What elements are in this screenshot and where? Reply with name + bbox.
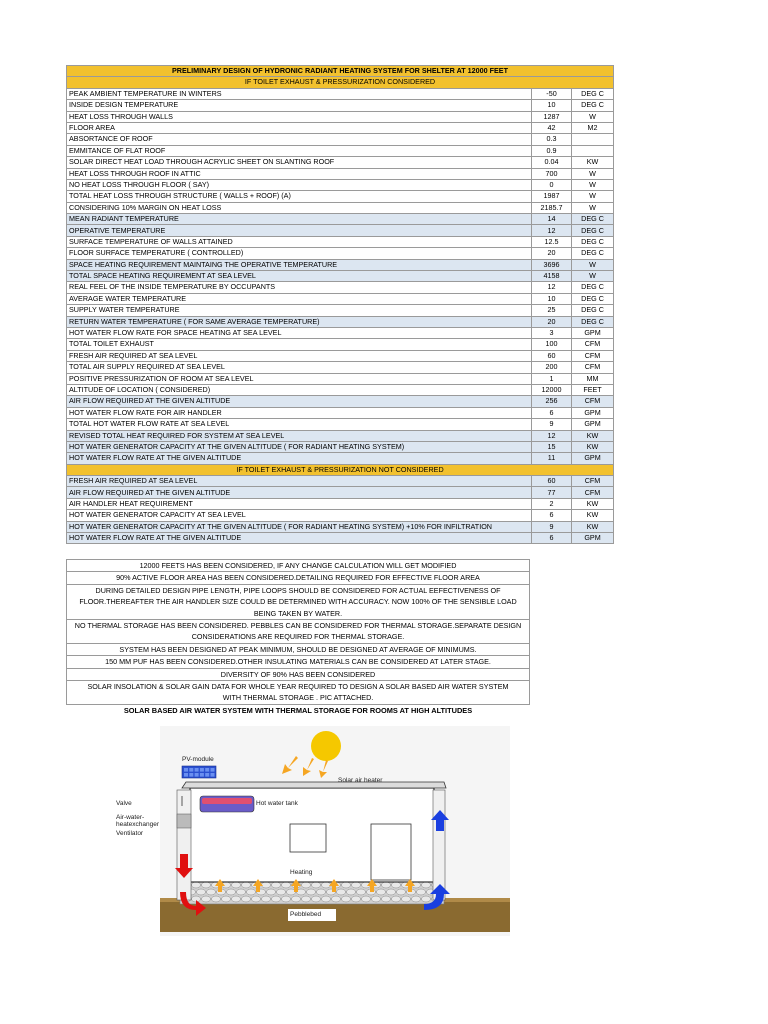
table-row (67, 476, 614, 487)
pebble (262, 896, 271, 902)
pebble (382, 896, 391, 902)
row-unit: DEG C (572, 282, 614, 293)
table-row (67, 407, 614, 418)
row-label: HOT WATER GENERATOR CAPACITY AT THE GIVEN ALTITUDE ( FOR RADIANT HEATING SYSTEM) (67, 441, 532, 452)
row-value: 2 (532, 498, 572, 509)
pebble (377, 889, 386, 895)
row-unit: W (572, 259, 614, 270)
pebble (302, 882, 311, 888)
row-value: 60 (532, 476, 572, 487)
pebble (212, 896, 221, 902)
note-cell (67, 656, 530, 668)
row-value: 1 (532, 373, 572, 384)
pebble (312, 896, 321, 902)
table-row (67, 339, 614, 350)
note-line: BEING TAKEN BY WATER. (253, 608, 343, 618)
row-value: 12000 (532, 384, 572, 395)
row-value: 25 (532, 305, 572, 316)
row-value: 6 (532, 407, 572, 418)
pv-cell (189, 773, 193, 777)
pv-cell (184, 773, 188, 777)
pv-cell (200, 768, 204, 772)
row-value: 1987 (532, 191, 572, 202)
row-value: 9 (532, 419, 572, 430)
table-row (67, 202, 614, 213)
table-row (67, 419, 614, 430)
note-row (67, 572, 530, 584)
solar-air-heater (182, 782, 446, 788)
row-label: OPERATIVE TEMPERATURE (67, 225, 532, 236)
row-unit: W (572, 271, 614, 282)
row-label: CONSIDERING 10% MARGIN ON HEAT LOSS (67, 202, 532, 213)
table-row (67, 521, 614, 532)
pebble (387, 889, 396, 895)
row-label: ABSORTANCE OF ROOF (67, 134, 532, 145)
row-label: HOT WATER GENERATOR CAPACITY AT SEA LEVEL (67, 510, 532, 521)
row-label: NO HEAT LOSS THROUGH FLOOR ( SAY) (67, 179, 532, 190)
row-value: 12 (532, 430, 572, 441)
pebble (262, 882, 271, 888)
pv-cell (211, 773, 215, 777)
pebble (247, 889, 256, 895)
row-value: 3696 (532, 259, 572, 270)
row-label: HEAT LOSS THROUGH ROOF IN ATTIC (67, 168, 532, 179)
row-value: 0.04 (532, 157, 572, 168)
row-value: 0 (532, 179, 572, 190)
pv-cell (205, 768, 209, 772)
pebble (272, 882, 281, 888)
row-unit: KW (572, 498, 614, 509)
row-unit: DEG C (572, 214, 614, 225)
ventilator-label: Ventilator (116, 830, 144, 837)
section-header-row (67, 464, 614, 475)
note-cell (67, 620, 530, 644)
row-unit: KW (572, 521, 614, 532)
row-value: 256 (532, 396, 572, 407)
pv-cell (205, 773, 209, 777)
row-unit: DEG C (572, 248, 614, 259)
note-row (67, 656, 530, 668)
hot-water-tank-top (202, 798, 252, 804)
pv-cell (211, 768, 215, 772)
row-unit (572, 145, 614, 156)
pebble (352, 896, 361, 902)
table-row (67, 225, 614, 236)
pebble (312, 882, 321, 888)
row-unit (572, 134, 614, 145)
note-line: SOLAR INSOLATION & SOLAR GAIN DATA FOR WHOLE YEAR REQUIRED TO DESIGN A SOLAR BASED AIR WATER SYSTEM (87, 682, 509, 692)
row-label: AIR FLOW REQUIRED AT THE GIVEN ALTITUDE (67, 396, 532, 407)
row-label: SOLAR DIRECT HEAT LOAD THROUGH ACRYLIC SHEET ON SLANTING ROOF (67, 157, 532, 168)
pebble (392, 882, 401, 888)
row-label: RETURN WATER TEMPERATURE ( FOR SAME AVERAGE TEMPERATURE) (67, 316, 532, 327)
row-value: 20 (532, 316, 572, 327)
row-label: TOTAL AIR SUPPLY REQUIRED AT SEA LEVEL (67, 362, 532, 373)
pv-cell (195, 773, 199, 777)
door (371, 824, 411, 880)
pebble (242, 882, 251, 888)
table-row (67, 271, 614, 282)
note-row (67, 643, 530, 655)
row-label: INSIDE DESIGN TEMPERATURE (67, 100, 532, 111)
row-unit: GPM (572, 407, 614, 418)
row-label: TOTAL SPACE HEATING REQUIREMENT AT SEA LEVEL (67, 271, 532, 282)
table-row (67, 236, 614, 247)
row-label: TOTAL TOILET EXHAUST (67, 339, 532, 350)
note-row (67, 584, 530, 619)
row-label: REVISED TOTAL HEAT REQUIRED FOR SYSTEM AT SEA LEVEL (67, 430, 532, 441)
pebble (322, 882, 331, 888)
pv-cell (195, 768, 199, 772)
note-line: DIVERSITY OF 90% HAS BEEN CONSIDERED (220, 669, 376, 679)
table-row (67, 134, 614, 145)
note-line: NO THERMAL STORAGE HAS BEEN CONSIDERED. PEBBLES CAN BE CONSIDERED FOR THERMAL STORAGE.SEPARATE DESIGN (74, 621, 522, 631)
row-unit: W (572, 179, 614, 190)
table-row (67, 498, 614, 509)
pebble (342, 882, 351, 888)
row-value: 10 (532, 293, 572, 304)
design-table-container (66, 65, 613, 544)
row-unit: KW (572, 441, 614, 452)
table-row (67, 282, 614, 293)
system-diagram (116, 726, 510, 936)
note-line: DURING DETAILED DESIGN PIPE LENGTH, PIPE LOOPS SHOULD BE CONSIDERED FOR ACTUAL EEFECTIVENESS OF (95, 585, 501, 595)
pebblebed-label: Pebblebed (290, 911, 322, 918)
pebble (227, 889, 236, 895)
table-row (67, 316, 614, 327)
row-value: 0.9 (532, 145, 572, 156)
row-unit: DEG C (572, 305, 614, 316)
row-unit: CFM (572, 396, 614, 407)
row-unit: W (572, 168, 614, 179)
table-row (67, 327, 614, 338)
row-label: HOT WATER GENERATOR CAPACITY AT THE GIVEN ALTITUDE ( FOR RADIANT HEATING SYSTEM) +10% FOR INFILTRATION (67, 521, 532, 532)
row-unit: DEG C (572, 100, 614, 111)
note-line: 90% ACTIVE FLOOR AREA HAS BEEN CONSIDERED.DETAILING REQUIRED FOR EFFECTIVE FLOOR AREA (116, 573, 480, 583)
row-label: HOT WATER FLOW RATE AT THE GIVEN ALTITUDE (67, 533, 532, 544)
pebble (422, 882, 431, 888)
row-label: POSITIVE PRESSURIZATION OF ROOM AT SEA LEVEL (67, 373, 532, 384)
pebble (267, 889, 276, 895)
note-row (67, 668, 530, 680)
pebble (192, 882, 201, 888)
row-label: TOTAL HOT WATER FLOW RATE AT SEA LEVEL (67, 419, 532, 430)
row-unit: DEG C (572, 293, 614, 304)
table-row (67, 350, 614, 361)
row-label: SURFACE TEMPERATURE OF WALLS ATTAINED (67, 236, 532, 247)
note-line: WITH THERMAL STORAGE . PIC ATTACHED. (222, 693, 374, 703)
pebble (222, 896, 231, 902)
pebble (232, 882, 241, 888)
row-value: 0.3 (532, 134, 572, 145)
table-row (67, 122, 614, 133)
row-unit: GPM (572, 419, 614, 430)
row-unit: CFM (572, 350, 614, 361)
pebble (317, 889, 326, 895)
note-cell (67, 681, 530, 705)
pebble (362, 896, 371, 902)
valve-label: Valve (116, 800, 132, 807)
row-value: 100 (532, 339, 572, 350)
row-value: 4158 (532, 271, 572, 282)
pebble (417, 889, 426, 895)
figure-title: SOLAR BASED AIR WATER SYSTEM WITH THERMAL STORAGE FOR ROOMS AT HIGH ALTITUDES (123, 706, 473, 715)
row-label: HEAT LOSS THROUGH WALLS (67, 111, 532, 122)
row-value: 10 (532, 100, 572, 111)
table-row (67, 259, 614, 270)
row-value: 3 (532, 327, 572, 338)
row-unit: CFM (572, 362, 614, 373)
note-cell (67, 643, 530, 655)
row-value: 12 (532, 225, 572, 236)
pebble (232, 896, 241, 902)
table-row (67, 145, 614, 156)
pebble (332, 896, 341, 902)
row-value: 11 (532, 453, 572, 464)
left-duct (177, 790, 191, 900)
table-title: PRELIMINARY DESIGN OF HYDRONIC RADIANT HEATING SYSTEM FOR SHELTER AT 12000 FEET (67, 66, 614, 77)
row-label: AVERAGE WATER TEMPERATURE (67, 293, 532, 304)
row-value: 6 (532, 510, 572, 521)
table-row (67, 373, 614, 384)
table-row (67, 441, 614, 452)
row-unit: KW (572, 157, 614, 168)
pebble (237, 889, 246, 895)
pebble (342, 896, 351, 902)
pebble (412, 896, 421, 902)
row-unit: CFM (572, 487, 614, 498)
row-value: 12.5 (532, 236, 572, 247)
pebble (397, 889, 406, 895)
row-value: 15 (532, 441, 572, 452)
row-value: 2185.7 (532, 202, 572, 213)
design-table (66, 65, 614, 544)
row-unit: FEET (572, 384, 614, 395)
pebble (357, 889, 366, 895)
pebble (352, 882, 361, 888)
row-label: SPACE HEATING REQUIREMENT MAINTAING THE OPERATIVE TEMPERATURE (67, 259, 532, 270)
row-label: FLOOR AREA (67, 122, 532, 133)
table-row (67, 362, 614, 373)
hot-water-tank-label: Hot water tank (256, 800, 298, 807)
right-duct (433, 790, 445, 900)
table-row (67, 384, 614, 395)
table-row (67, 214, 614, 225)
table-row (67, 430, 614, 441)
table-row (67, 157, 614, 168)
row-unit: DEG C (572, 236, 614, 247)
row-unit: KW (572, 510, 614, 521)
row-unit: GPM (572, 327, 614, 338)
pebble (372, 896, 381, 902)
section-header: IF TOILET EXHAUST & PRESSURIZATION NOT CONSIDERED (67, 464, 614, 475)
row-value: 6 (532, 533, 572, 544)
row-value: 200 (532, 362, 572, 373)
note-line: CONSIDERATIONS ARE REQUIRED FOR THERMAL STORAGE. (191, 632, 405, 642)
row-unit: KW (572, 430, 614, 441)
row-label: HOT WATER FLOW RATE FOR SPACE HEATING AT SEA LEVEL (67, 327, 532, 338)
pebble (292, 896, 301, 902)
row-label: FLOOR SURFACE TEMPERATURE ( CONTROLLED) (67, 248, 532, 259)
pv-cell (184, 768, 188, 772)
table-row (67, 293, 614, 304)
table-row (67, 510, 614, 521)
table-row (67, 533, 614, 544)
pebble (197, 889, 206, 895)
row-label: HOT WATER FLOW RATE FOR AIR HANDLER (67, 407, 532, 418)
notes-container (66, 559, 530, 705)
row-unit: DEG C (572, 225, 614, 236)
row-label: EMMITANCE OF FLAT ROOF (67, 145, 532, 156)
table-row (67, 111, 614, 122)
pebble (382, 882, 391, 888)
note-line: FLOOR.THEREAFTER THE AIR HANDLER SIZE COULD BE DETERMINED WITH ACCURACY. NOW 100% OF THE SENSIBLE LOAD (79, 597, 517, 607)
table-row (67, 100, 614, 111)
note-cell (67, 572, 530, 584)
pebble (392, 896, 401, 902)
sun-icon (311, 731, 341, 761)
note-line: 12000 FEETS HAS BEEN CONSIDERED, IF ANY CHANGE CALCULATION WILL GET MODIFIED (139, 561, 457, 570)
row-unit: DEG C (572, 88, 614, 99)
note-cell (67, 560, 530, 572)
note-row (67, 681, 530, 705)
notes-table (66, 559, 530, 705)
pebble (272, 896, 281, 902)
pebble (337, 889, 346, 895)
note-cell (67, 584, 530, 619)
row-unit: GPM (572, 453, 614, 464)
window (290, 824, 326, 852)
pv-cell (189, 768, 193, 772)
table-row (67, 453, 614, 464)
table-row (67, 487, 614, 498)
row-unit: CFM (572, 339, 614, 350)
heat-exchanger-box (177, 814, 191, 828)
row-unit: W (572, 202, 614, 213)
row-unit: MM (572, 373, 614, 384)
row-value: 9 (532, 521, 572, 532)
pebble (242, 896, 251, 902)
heat-exchanger-label-1: Air-water- (116, 814, 145, 821)
table-row (67, 396, 614, 407)
pebble (322, 896, 331, 902)
row-value: 1287 (532, 111, 572, 122)
row-label: FRESH AIR REQUIRED AT SEA LEVEL (67, 350, 532, 361)
row-label: AIR HANDLER HEAT REQUIREMENT (67, 498, 532, 509)
note-line: SYSTEM HAS BEEN DESIGNED AT PEAK MINIMUM, SHOULD BE DESIGNED AT AVERAGE OF MINIMUMS. (119, 644, 477, 654)
pebble (202, 896, 211, 902)
table-row (67, 168, 614, 179)
table-row (67, 88, 614, 99)
row-unit: DEG C (572, 316, 614, 327)
table-row (67, 191, 614, 202)
row-value: -50 (532, 88, 572, 99)
row-label: SUPPLY WATER TEMPERATURE (67, 305, 532, 316)
heat-exchanger-label-2: heatexchanger (116, 821, 160, 828)
section-header: IF TOILET EXHAUST & PRESSURIZATION CONSIDERED (67, 77, 614, 88)
row-value: 12 (532, 282, 572, 293)
table-row (67, 179, 614, 190)
pebble (402, 896, 411, 902)
row-unit: GPM (572, 533, 614, 544)
table-row (67, 248, 614, 259)
row-value: 20 (532, 248, 572, 259)
note-row (67, 620, 530, 644)
note-row (67, 560, 530, 572)
row-value: 700 (532, 168, 572, 179)
table-row (67, 305, 614, 316)
pebble (302, 896, 311, 902)
section-header-row (67, 77, 614, 88)
pebble (277, 889, 286, 895)
row-label: FRESH AIR REQUIRED AT SEA LEVEL (67, 476, 532, 487)
pv-cell (200, 773, 204, 777)
note-cell (67, 668, 530, 680)
row-label: ALTITUDE OF LOCATION ( CONSIDERED) (67, 384, 532, 395)
pv-module-icon (182, 766, 216, 778)
pebble (202, 882, 211, 888)
pebble (207, 889, 216, 895)
pebble (422, 896, 431, 902)
row-unit: W (572, 191, 614, 202)
pebble (252, 896, 261, 902)
note-line: 150 MM PUF HAS BEEN CONSIDERED.OTHER INSULATING MATERIALS CAN BE CONSIDERED AT LATER STAGE. (105, 657, 491, 667)
heating-label: Heating (290, 869, 313, 876)
pebble (282, 882, 291, 888)
row-unit: M2 (572, 122, 614, 133)
row-unit: CFM (572, 476, 614, 487)
row-label: AIR FLOW REQUIRED AT THE GIVEN ALTITUDE (67, 487, 532, 498)
pv-module-label: PV-module (182, 756, 214, 763)
row-unit: W (572, 111, 614, 122)
solar-air-heater-label: Solar air heater (338, 777, 383, 784)
pebble (307, 889, 316, 895)
row-label: REAL FEEL OF THE INSIDE TEMPERATURE BY OCCUPANTS (67, 282, 532, 293)
row-value: 60 (532, 350, 572, 361)
row-label: TOTAL HEAT LOSS THROUGH STRUCTURE ( WALLS + ROOF) (A) (67, 191, 532, 202)
row-label: HOT WATER FLOW RATE AT THE GIVEN ALTITUDE (67, 453, 532, 464)
row-value: 14 (532, 214, 572, 225)
pebble (282, 896, 291, 902)
row-label: MEAN RADIANT TEMPERATURE (67, 214, 532, 225)
pebble (347, 889, 356, 895)
table-title-row (67, 66, 614, 77)
row-label: PEAK AMBIENT TEMPERATURE IN WINTERS (67, 88, 532, 99)
row-value: 42 (532, 122, 572, 133)
row-value: 77 (532, 487, 572, 498)
